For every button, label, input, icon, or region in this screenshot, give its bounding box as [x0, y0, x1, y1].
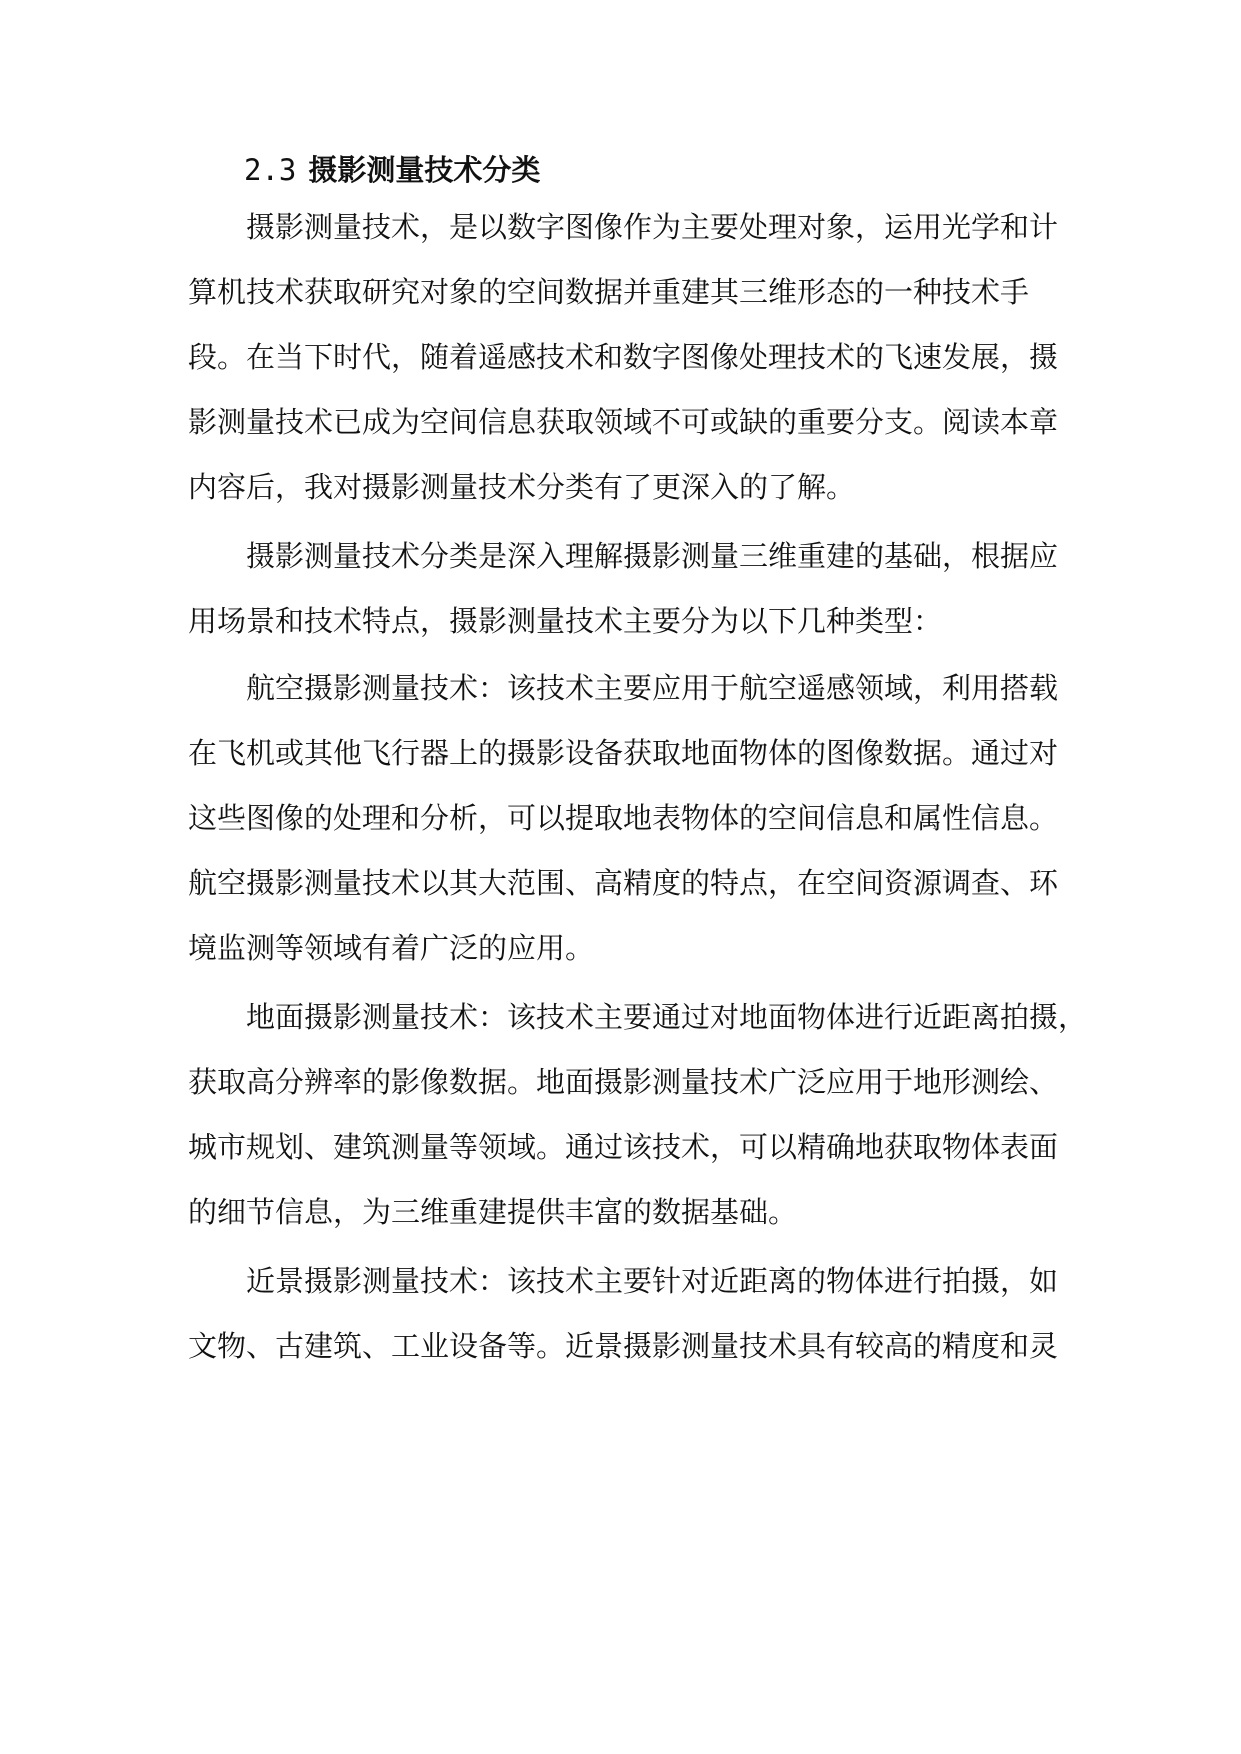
paragraph-line: 地面摄影测量技术：该技术主要通过对地面物体进行近距离拍摄，: [246, 1000, 1088, 1034]
section-heading: [244, 150, 540, 190]
paragraph-line: 段。在当下时代，随着遥感技术和数字图像处理技术的飞速发展，摄: [188, 340, 1059, 374]
paragraph-line: 近景摄影测量技术：该技术主要针对近距离的物体进行拍摄，如: [246, 1264, 1059, 1298]
paragraph-line: 摄影测量技术分类是深入理解摄影测量三维重建的基础，根据应: [246, 539, 1059, 573]
paragraph-line: 获取高分辨率的影像数据。地面摄影测量技术广泛应用于地形测绘、: [188, 1065, 1059, 1099]
paragraph-line: 影测量技术已成为空间信息获取领域不可或缺的重要分支。阅读本章: [188, 405, 1059, 439]
paragraph-line: 境监测等领域有着广泛的应用。: [188, 931, 595, 965]
paragraph-line: 航空摄影测量技术：该技术主要应用于航空遥感领域，利用搭载: [246, 671, 1059, 705]
paragraph-line: 的细节信息，为三维重建提供丰富的数据基础。: [188, 1195, 798, 1229]
paragraph-line: 用场景和技术特点，摄影测量技术主要分为以下几种类型：: [188, 604, 943, 638]
paragraph-line: 航空摄影测量技术以其大范围、高精度的特点，在空间资源调查、环: [188, 866, 1059, 900]
paragraph-line: 摄影测量技术，是以数字图像作为主要处理对象，运用光学和计: [246, 210, 1059, 244]
paragraph-line: 在飞机或其他飞行器上的摄影设备获取地面物体的图像数据。通过对: [188, 736, 1059, 770]
paragraph-line: 内容后，我对摄影测量技术分类有了更深入的了解。: [188, 470, 856, 504]
paragraph-line: 算机技术获取研究对象的空间数据并重建其三维形态的一种技术手: [188, 275, 1030, 309]
paragraph-line: 文物、古建筑、工业设备等。近景摄影测量技术具有较高的精度和灵: [188, 1329, 1059, 1363]
section-title: 摄影测量技术分类: [308, 153, 541, 187]
paragraph-line: 城市规划、建筑测量等领域。通过该技术，可以精确地获取物体表面: [188, 1130, 1059, 1164]
section-number: 2.3: [244, 153, 297, 187]
paragraph-line: 这些图像的处理和分析，可以提取地表物体的空间信息和属性信息。: [188, 801, 1059, 835]
